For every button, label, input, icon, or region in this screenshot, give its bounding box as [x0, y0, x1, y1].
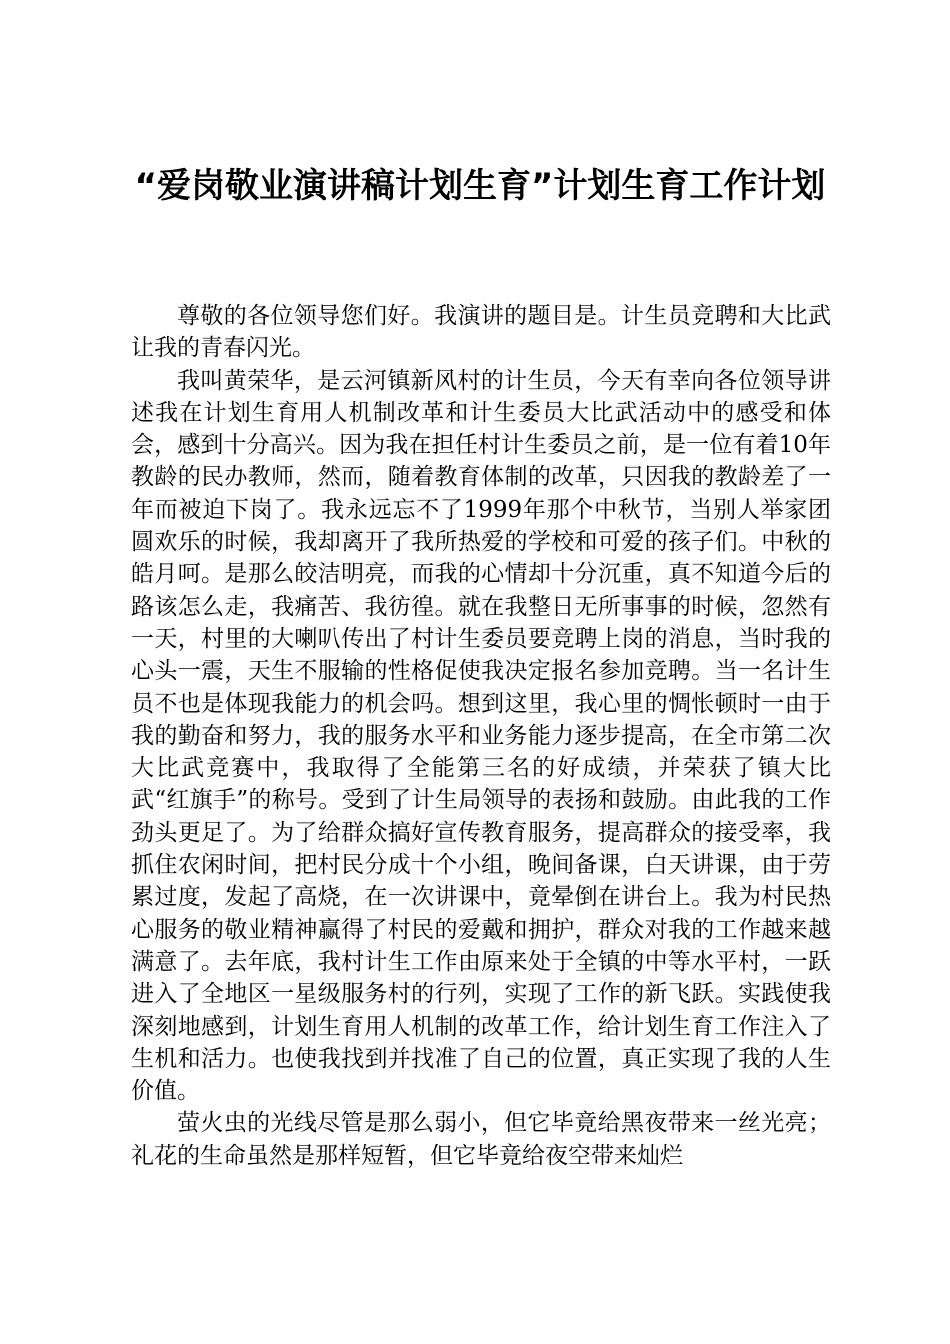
document-body — [131, 300, 831, 1172]
paragraph-firefly: 萤火虫的光线尽管是那么弱小，但它毕竟给黑夜带来一丝光亮；礼花的生命虽然是那样短暂，但它毕竟给夜空带来灿烂 — [131, 1110, 831, 1169]
paragraph-greeting: 尊敬的各位领导您们好。我演讲的题目是。计生员竞聘和大比武让我的青春闪光。 — [131, 303, 831, 362]
document-title: “爱岗敬业演讲稿计划生育”计划生育工作计划 — [134, 166, 826, 206]
paragraph-main-story: 我叫黄荣华，是云河镇新风村的计生员，今天有幸向各位领导讲述我在计划生育用人机制改革和计生委员大比武活动中的感受和体会，感到十分高兴。因为我在担任村计生委员之前，是一位有着10年教龄的民办教师，然而，随着教育体制的改革，只因我的教龄差了一年而被迫下岗了。我永远忘不了1999年那个中秋节，当别人举家团圆欢乐的时候，我却离开了我所热爱的学校和可爱的孩子们。中秋的皓月呵。是那么皎洁明亮，而我的心情却十分沉重，真不知道今后的路该怎么走，我痛苦、我彷徨。就在我整日无所事事的时候，忽然有一天，村里的大喇叭传出了村计生委员要竞聘上岗的消息，当时我的心头一震，天生不服输的性格促使我决定报名参加竞聘。当一名计生员不也是体现我能力的机会吗。想到这里，我心里的惆怅顿时一由于我的勤奋和努力，我的服务水平和业务能力逐步提高，在全市第二次大比武竞赛中，我取得了全能第三名的好成绩，并荣获了镇大比武“红旗手”的称号。受到了计生局领导的表扬和鼓励。由此我的工作劲头更足了。为了给群众搞好宣传教育服务，提高群众的接受率，我抓住农闲时间，把村民分成十个小组，晚间备课，白天讲课，由于劳累过度，发起了高烧，在一次讲课中，竟晕倒在讲台上。我为村民热心服务的敬业精神赢得了村民的爱戴和拥护，群众对我的工作越来越满意了。去年底，我村计生工作由原来处于全镇的中等水平村，一跃进入了全地区一星级服务村的行列，实现了工作的新飞跃。实践使我深刻地感到，计划生育用人机制的改革工作，给计划生育工作注入了生机和活力。也使我找到并找准了自己的位置，真正实现了我的人生价值。 — [131, 367, 831, 1105]
